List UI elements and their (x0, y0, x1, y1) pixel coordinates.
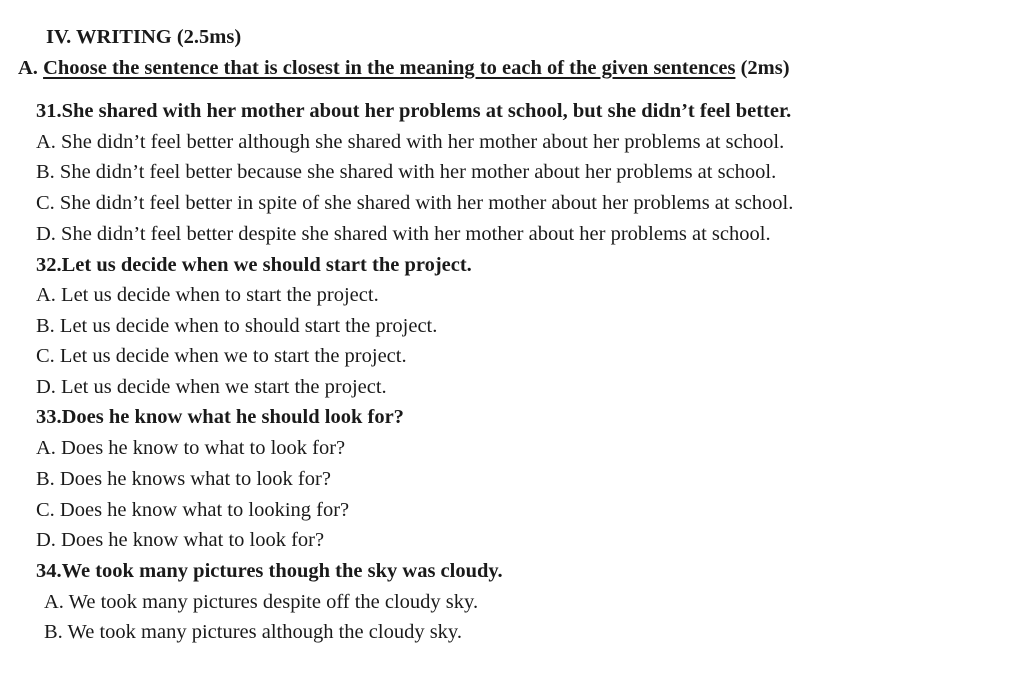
section-heading: IV. WRITING (2.5ms) (46, 26, 242, 48)
question-33-stem (36, 405, 404, 429)
question-33-option-c: C. Does he know what to looking for? (36, 499, 350, 521)
question-text: Does he know what he should look for? (61, 406, 404, 428)
question-33-option-a: A. Does he know to what to look for? (36, 437, 346, 459)
question-32-option-a: A. Let us decide when to start the project. (36, 284, 379, 306)
question-31-stem (36, 99, 791, 123)
question-32-option-d: D. Let us decide when we start the project. (36, 376, 387, 398)
question-32-option-c: C. Let us decide when we to start the project. (36, 345, 407, 367)
part-letter: A. (18, 57, 38, 79)
question-33-option-d: D. Does he know what to look for? (36, 529, 325, 551)
part-instruction-text: Choose the sentence that is closest in the meaning to each of the given sentences (43, 57, 736, 79)
question-32-option-b: B. Let us decide when to should start the project. (36, 315, 438, 337)
part-a-instruction (18, 56, 790, 80)
question-31-option-b: B. She didn’t feel better because she shared with her mother about her problems at school. (36, 161, 777, 183)
question-31-option-a: A. She didn’t feel better although she shared with her mother about her problems at school. (36, 131, 785, 153)
question-text: She shared with her mother about her problems at school, but she didn’t feel better. (61, 100, 792, 122)
question-text: We took many pictures though the sky was cloudy. (61, 560, 503, 582)
question-34-option-a: A. We took many pictures despite off the cloudy sky. (44, 591, 479, 613)
question-33-option-b: B. Does he knows what to look for? (36, 468, 331, 490)
question-text: Let us decide when we should start the project. (61, 254, 472, 276)
question-number: 34. (36, 560, 62, 582)
question-number: 31. (36, 100, 62, 122)
question-32-stem (36, 253, 472, 277)
question-31-option-c: C. She didn’t feel better in spite of she shared with her mother about her problems at school. (36, 192, 794, 214)
question-number: 33. (36, 406, 62, 428)
question-34-stem (36, 559, 503, 583)
question-31-option-d: D. She didn’t feel better despite she shared with her mother about her problems at school. (36, 223, 771, 245)
question-34-option-b: B. We took many pictures although the cloudy sky. (44, 621, 462, 643)
part-points: (2ms) (740, 57, 790, 79)
question-number: 32. (36, 254, 62, 276)
